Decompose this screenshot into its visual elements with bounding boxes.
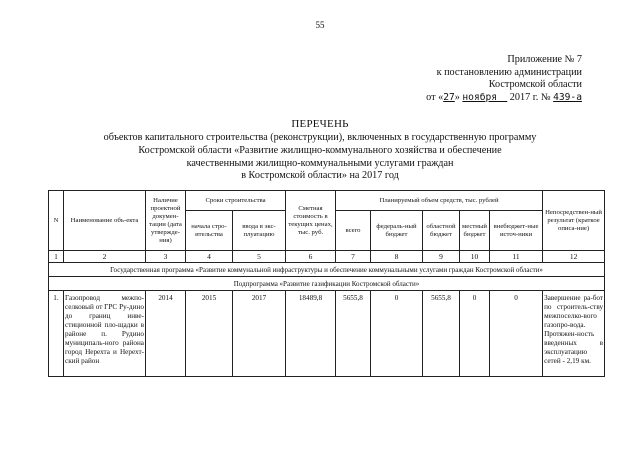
objects-table	[48, 190, 605, 377]
appendix-line-2: к постановлению администрации	[436, 66, 582, 78]
program-row	[49, 263, 605, 277]
row-estimate: 18489,8	[286, 291, 336, 377]
row-num: 1.	[49, 291, 64, 377]
date-prefix: от «	[426, 91, 444, 103]
appendix-header	[426, 54, 582, 104]
column-numbers-row	[49, 251, 605, 263]
date-day: 27	[443, 91, 455, 103]
header-regional: областной бюджет	[423, 211, 460, 251]
col-number: 4	[186, 251, 233, 263]
description-line: объектов капитального строительства (реконструкции), включенных в государственную программу	[103, 132, 537, 143]
row-total: 5655,8	[336, 291, 371, 377]
header-commission: ввода в экс-плуатацию	[233, 211, 286, 251]
col-number: 10	[460, 251, 490, 263]
header-num: N	[49, 191, 64, 251]
col-number: 11	[490, 251, 543, 263]
date-year: 2017 г. №	[509, 91, 551, 103]
description-line: в Костромской области» на 2017 год	[241, 170, 399, 182]
appendix-line-3: Костромской области	[488, 79, 582, 90]
header-extra: внебюджет-ные источ-ники	[490, 211, 543, 251]
header-docs: Наличие проектной докумен-тации (дата утвержде-ния)	[146, 191, 186, 251]
row-extra: 0	[490, 291, 543, 377]
col-number: 2	[64, 251, 146, 263]
program-title: Государственная программа «Развитие коммунальной инфраструктуры и обеспечение коммунальными услугами граждан Костромской области»	[49, 263, 605, 277]
header-name: Наименование объ-екта	[64, 191, 146, 251]
description-line: качественными жилищно-коммунальными услугами граждан	[186, 157, 454, 169]
date-quote: »	[454, 91, 460, 103]
appendix-line-1: Приложение № 7	[507, 54, 582, 65]
header-dates-group: Сроки строительства	[186, 191, 286, 211]
header-local: местный бюджет	[460, 211, 490, 251]
row-regional: 5655,8	[423, 291, 460, 377]
document-title: ПЕРЕЧЕНЬ	[291, 118, 349, 130]
date-month: ноября	[462, 91, 498, 103]
col-number: 12	[543, 251, 605, 263]
col-number: 7	[336, 251, 371, 263]
row-docs-year: 2014	[146, 291, 186, 377]
description-line: Костромской области «Развитие жилищно-коммунального хозяйства и обеспечение	[138, 144, 502, 156]
row-object-name: Газопровод межпо-селковый от ГРС Ру-дино до границ инве-стиционной пло-щадки в районе п. Рудино муниципаль-ного района город Нерехта и Нерехт-ский район	[64, 291, 146, 377]
appendix-date-line	[426, 92, 582, 105]
subprogram-row	[49, 277, 605, 291]
row-result: Завершение ра-бот по строитель-ству межпоселко-вого газопро-вода. Протяжен-ность введенных в эксплуатацию сетей - 2,19 км.	[543, 291, 605, 377]
header-result: Непосредствен-ный результат (краткое описа-ние)	[543, 191, 605, 251]
row-federal: 0	[371, 291, 423, 377]
row-commission-year: 2017	[233, 291, 286, 377]
subprogram-title: Подпрограмма «Развитие газификации Костромской области»	[49, 277, 605, 291]
header-estimate: Сметная стоимость в текущих ценах, тыс. руб.	[286, 191, 336, 251]
header-total: всего	[336, 211, 371, 251]
page-number: 55	[315, 20, 325, 30]
col-number: 1	[49, 251, 64, 263]
col-number: 8	[371, 251, 423, 263]
header-start: начала стро-ительства	[186, 211, 233, 251]
col-number: 9	[423, 251, 460, 263]
col-number: 3	[146, 251, 186, 263]
row-start-year: 2015	[186, 291, 233, 377]
decree-number: 439-а	[553, 91, 582, 103]
col-number: 5	[233, 251, 286, 263]
col-number: 6	[286, 251, 336, 263]
row-local: 0	[460, 291, 490, 377]
header-federal: федераль-ный бюджет	[371, 211, 423, 251]
header-volume-group: Планируемый объем средств, тыс. рублей	[336, 191, 543, 211]
document-description	[60, 132, 580, 183]
header-row-1	[49, 191, 605, 211]
table-row	[49, 291, 605, 377]
